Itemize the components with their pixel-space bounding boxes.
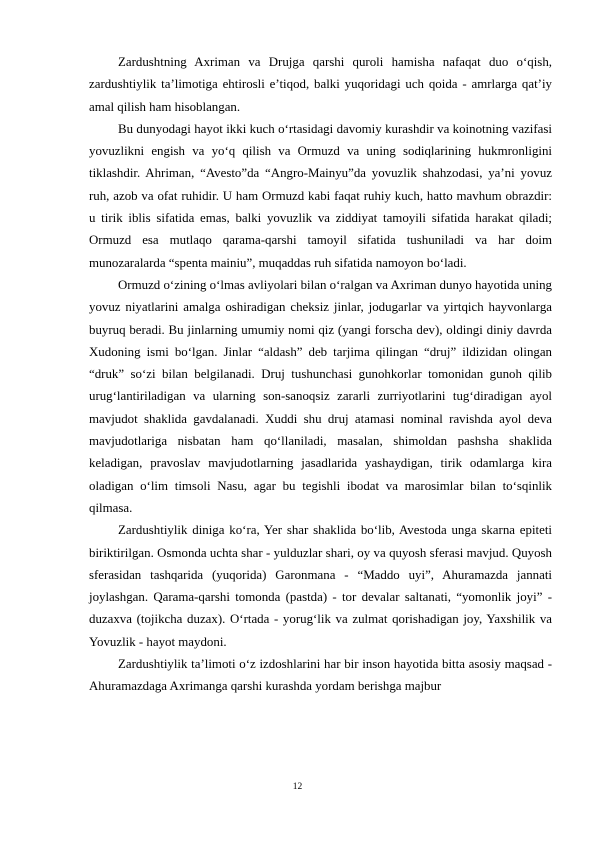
paragraph-1: Zardushtning Axriman va Drujga qarshi quroli hamisha nafaqat duo o‘qish, zardushtiylik ta’limotiga ehtirosli e’tiqod, balki yuqoridagi uch qoida - amrlarga qat’iy amal qilish ham hisoblangan. xyxy=(89,55,552,114)
body-text xyxy=(89,51,552,698)
page-number: 12 xyxy=(292,782,303,792)
paragraph-5: Zardushtiylik ta’limoti o‘z izdoshlarini har bir inson hayotida bitta asosiy maqsad - Ahuramazdaga Axrimanga qarshi kurashda yordam berishga majbur xyxy=(89,657,552,694)
paragraph-3: Ormuzd o‘zining o‘lmas avliyolari bilan o‘ralgan va Axriman dunyo hayotida uning yovuz niyatlarini amalga oshiradigan cheksiz jinlar, jodugarlar va yirtqich hayvonlarga buyruq beradi. Bu jinlarning umumiy nomi qiz (yangi forscha dev), oldingi diniy davrda Xudoning ismi bo‘lgan. Jinlar “aldash” deb tarjima qilingan “druj” ildizidan olingan “druk” so‘zi bilan belgilanadi. Druj tushunchasi gunohkorlar tomonidan gunoh qilib urug‘lantiriladigan va ularning son-sanoqsiz zararli zurriyotlarini tug‘diradigan ayol mavjudot shaklida gavdalanadi. Xuddi shu druj atamasi nominal ravishda ayol deva mavjudotlariga nisbatan ham qo‘llaniladi, masalan, shimoldan pashsha shaklida keladigan, pravoslav mavjudotlarning jasadlarida yashaydigan, tirik odamlarga kira oladigan o‘lim timsoli Nasu, agar bu tegishli ibodat va marosimlar bilan to‘sqinlik qilmasa. xyxy=(89,277,552,515)
paragraph-2: Bu dunyodagi hayot ikki kuch o‘rtasidagi davomiy kurashdir va koinotning vazifasi yovuzlikni engish va yo‘q qilish va Ormuzd va uning sodiqlarining hukmronligini tiklashdir. Ahriman, “Avesto”da “Angro-Mainyu”da yovuzlik shahzodasi, ya’ni yovuz ruh, azob va ofat ruhidir. U ham Ormuzd kabi faqat ruhiy kuch, hatto mavhum obrazdir: u tirik iblis sifatida emas, balki yovuzlik va ziddiyat tamoyili sifatida harakat qiladi; Ormuzd esa mutlaqo qarama-qarshi tamoyil sifatida tushuniladi va har doim munozaralarda “spenta mainiu”, muqaddas ruh sifatida namoyon bo‘ladi. xyxy=(89,121,552,270)
paragraph-4: Zardushtiylik diniga ko‘ra, Yer shar shaklida bo‘lib, Avestoda unga skarna epiteti biriktirilgan. Osmonda uchta shar - yulduzlar shari, oy va quyosh sferasi mavjud. Quyosh sferasidan tashqarida (yuqorida) Garonmana - “Maddo uyi”, Ahuramazda jannati joylashgan. Qarama-qarshi tomonda (pastda) - tor devalar saltanati, “yomonlik joyi” - duzaxva (tojikcha duzax). O‘rtada - yorug‘lik va zulmat qorishadigan joy, Yaxshilik va Yovuzlik - hayot maydoni. xyxy=(89,523,552,649)
